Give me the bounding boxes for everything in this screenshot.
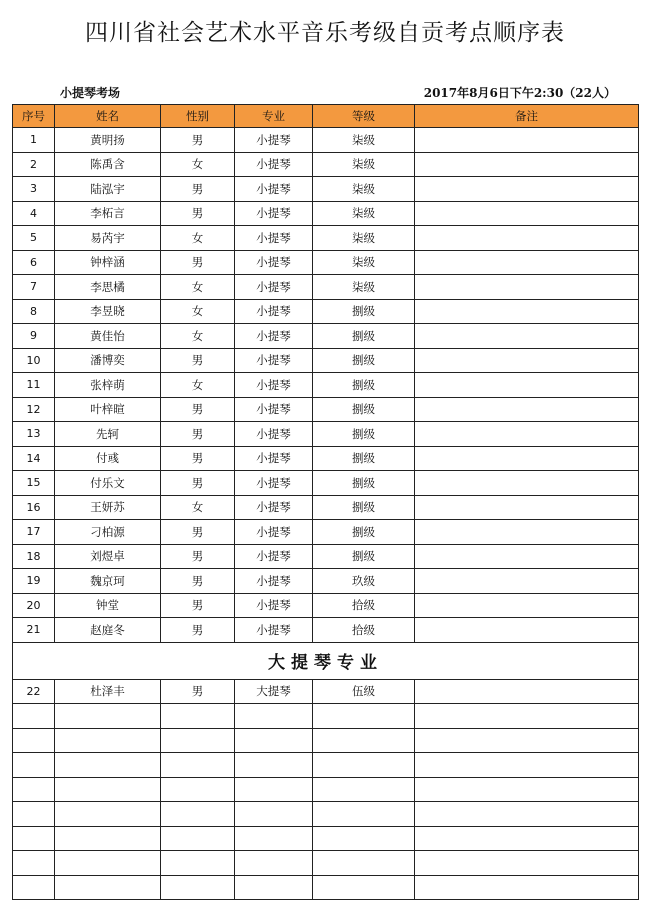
- cell-number: 2: [13, 152, 55, 177]
- empty-cell: [313, 875, 415, 900]
- table-row: [13, 250, 639, 275]
- table-row: [13, 569, 639, 594]
- cell-major: 小提琴: [235, 250, 313, 275]
- cell-gender: 女: [161, 495, 235, 520]
- cell-number: 19: [13, 569, 55, 594]
- cell-note: [415, 520, 639, 545]
- cell-note: [415, 299, 639, 324]
- empty-cell: [235, 851, 313, 876]
- table-row: [13, 544, 639, 569]
- cell-note: [415, 446, 639, 471]
- cell-number: 12: [13, 397, 55, 422]
- cell-number: 18: [13, 544, 55, 569]
- cell-major: 小提琴: [235, 299, 313, 324]
- empty-cell: [415, 851, 639, 876]
- cell-gender: 女: [161, 324, 235, 349]
- cell-number: 14: [13, 446, 55, 471]
- cell-note: [415, 348, 639, 373]
- cell-name: 付乐文: [55, 471, 161, 496]
- cell-name: 钟梓涵: [55, 250, 161, 275]
- empty-row: [13, 875, 639, 900]
- column-header-name: 姓名: [55, 105, 161, 128]
- table-row: [13, 201, 639, 226]
- cell-level: 柒级: [313, 250, 415, 275]
- cell-note: [415, 373, 639, 398]
- cell-gender: 男: [161, 422, 235, 447]
- cell-note: [415, 495, 639, 520]
- cell-note: [415, 679, 639, 704]
- empty-cell: [235, 728, 313, 753]
- cell-number: 5: [13, 226, 55, 251]
- empty-cell: [161, 753, 235, 778]
- empty-cell: [55, 851, 161, 876]
- cell-level: 捌级: [313, 324, 415, 349]
- cell-number: 22: [13, 679, 55, 704]
- empty-cell: [415, 802, 639, 827]
- empty-cell: [13, 875, 55, 900]
- column-header-major: 专业: [235, 105, 313, 128]
- cell-level: 捌级: [313, 471, 415, 496]
- cell-name: 易芮宇: [55, 226, 161, 251]
- cell-note: [415, 226, 639, 251]
- column-header-level: 等级: [313, 105, 415, 128]
- empty-cell: [55, 777, 161, 802]
- cell-number: 9: [13, 324, 55, 349]
- venue-label: 小提琴考场: [60, 86, 121, 100]
- cell-number: 6: [13, 250, 55, 275]
- table-row: [13, 177, 639, 202]
- empty-cell: [235, 753, 313, 778]
- cell-level: 拾级: [313, 618, 415, 643]
- cell-number: 15: [13, 471, 55, 496]
- empty-cell: [235, 826, 313, 851]
- cell-gender: 男: [161, 679, 235, 704]
- cell-level: 柒级: [313, 275, 415, 300]
- empty-cell: [55, 875, 161, 900]
- cell-level: 柒级: [313, 226, 415, 251]
- table-row: [13, 152, 639, 177]
- cell-major: 小提琴: [235, 348, 313, 373]
- cell-gender: 女: [161, 299, 235, 324]
- empty-cell: [415, 777, 639, 802]
- cell-gender: 女: [161, 275, 235, 300]
- cell-major: 小提琴: [235, 275, 313, 300]
- cell-gender: 男: [161, 544, 235, 569]
- cell-gender: 男: [161, 250, 235, 275]
- cell-gender: 女: [161, 373, 235, 398]
- empty-cell: [55, 728, 161, 753]
- cell-note: [415, 177, 639, 202]
- cell-note: [415, 152, 639, 177]
- cell-name: 李柘言: [55, 201, 161, 226]
- cell-number: 21: [13, 618, 55, 643]
- table-row: [13, 446, 639, 471]
- cell-name: 王妍苏: [55, 495, 161, 520]
- empty-cell: [55, 704, 161, 729]
- cell-note: [415, 593, 639, 618]
- cell-major: 小提琴: [235, 422, 313, 447]
- cell-gender: 男: [161, 618, 235, 643]
- cell-major: 小提琴: [235, 373, 313, 398]
- cell-note: [415, 544, 639, 569]
- cell-number: 4: [13, 201, 55, 226]
- empty-cell: [415, 753, 639, 778]
- empty-cell: [415, 728, 639, 753]
- cell-name: 付彧: [55, 446, 161, 471]
- cell-name: 赵庭冬: [55, 618, 161, 643]
- cell-major: 小提琴: [235, 618, 313, 643]
- cell-gender: 女: [161, 226, 235, 251]
- column-header-note: 备注: [415, 105, 639, 128]
- empty-cell: [55, 802, 161, 827]
- cell-major: 小提琴: [235, 495, 313, 520]
- empty-cell: [313, 728, 415, 753]
- cell-gender: 男: [161, 471, 235, 496]
- cell-note: [415, 324, 639, 349]
- cell-level: 玖级: [313, 569, 415, 594]
- cell-name: 钟堂: [55, 593, 161, 618]
- empty-row: [13, 728, 639, 753]
- cell-name: 潘博奕: [55, 348, 161, 373]
- empty-cell: [313, 753, 415, 778]
- cell-level: 捌级: [313, 299, 415, 324]
- cell-name: 张梓萌: [55, 373, 161, 398]
- cell-gender: 男: [161, 569, 235, 594]
- empty-cell: [161, 802, 235, 827]
- cell-major: 小提琴: [235, 446, 313, 471]
- cell-level: 捌级: [313, 397, 415, 422]
- cell-name: 黄明扬: [55, 128, 161, 153]
- empty-cell: [55, 753, 161, 778]
- cell-gender: 男: [161, 128, 235, 153]
- cell-number: 17: [13, 520, 55, 545]
- cell-gender: 男: [161, 520, 235, 545]
- cell-major: 小提琴: [235, 569, 313, 594]
- cell-gender: 男: [161, 348, 235, 373]
- cell-number: 1: [13, 128, 55, 153]
- table-row: [13, 471, 639, 496]
- cell-level: 捌级: [313, 373, 415, 398]
- cell-level: 捌级: [313, 422, 415, 447]
- empty-cell: [13, 728, 55, 753]
- cell-note: [415, 397, 639, 422]
- cell-gender: 男: [161, 177, 235, 202]
- empty-cell: [161, 704, 235, 729]
- empty-cell: [235, 704, 313, 729]
- cell-note: [415, 422, 639, 447]
- empty-row: [13, 802, 639, 827]
- cell-name: 杜泽丰: [55, 679, 161, 704]
- cell-number: 3: [13, 177, 55, 202]
- cell-gender: 男: [161, 446, 235, 471]
- cell-number: 10: [13, 348, 55, 373]
- cell-major: 小提琴: [235, 201, 313, 226]
- cell-name: 叶梓暄: [55, 397, 161, 422]
- empty-cell: [313, 851, 415, 876]
- cell-gender: 女: [161, 152, 235, 177]
- empty-cell: [161, 728, 235, 753]
- empty-cell: [313, 802, 415, 827]
- empty-cell: [13, 704, 55, 729]
- empty-cell: [13, 777, 55, 802]
- cell-name: 先轲: [55, 422, 161, 447]
- cell-level: 伍级: [313, 679, 415, 704]
- section-title: 大提琴专业: [13, 642, 639, 679]
- cell-level: 拾级: [313, 593, 415, 618]
- cell-level: 捌级: [313, 495, 415, 520]
- cell-note: [415, 569, 639, 594]
- cell-note: [415, 128, 639, 153]
- empty-cell: [235, 875, 313, 900]
- cell-name: 刁柏源: [55, 520, 161, 545]
- cell-number: 13: [13, 422, 55, 447]
- cell-level: 柒级: [313, 177, 415, 202]
- empty-cell: [13, 826, 55, 851]
- cell-major: 小提琴: [235, 520, 313, 545]
- exam-datetime: 2017年8月6日下午2:30（22人）: [423, 86, 616, 100]
- cell-note: [415, 275, 639, 300]
- empty-cell: [161, 875, 235, 900]
- empty-row: [13, 826, 639, 851]
- cell-major: 小提琴: [235, 324, 313, 349]
- cell-major: 小提琴: [235, 593, 313, 618]
- cell-major: 小提琴: [235, 152, 313, 177]
- cell-number: 7: [13, 275, 55, 300]
- cell-level: 捌级: [313, 544, 415, 569]
- cell-level: 捌级: [313, 520, 415, 545]
- cell-number: 16: [13, 495, 55, 520]
- cell-major: 大提琴: [235, 679, 313, 704]
- table-row: [13, 679, 639, 704]
- cell-level: 捌级: [313, 446, 415, 471]
- table-header-row: [13, 105, 639, 128]
- cell-major: 小提琴: [235, 544, 313, 569]
- empty-cell: [313, 826, 415, 851]
- cell-number: 20: [13, 593, 55, 618]
- empty-cell: [415, 826, 639, 851]
- empty-cell: [313, 777, 415, 802]
- cell-major: 小提琴: [235, 471, 313, 496]
- cell-major: 小提琴: [235, 177, 313, 202]
- column-header-number: 序号: [13, 105, 55, 128]
- empty-cell: [13, 851, 55, 876]
- empty-cell: [313, 704, 415, 729]
- table-row: [13, 299, 639, 324]
- cell-major: 小提琴: [235, 226, 313, 251]
- section-row: [13, 642, 639, 679]
- table-row: [13, 128, 639, 153]
- empty-cell: [13, 802, 55, 827]
- cell-gender: 男: [161, 397, 235, 422]
- cell-number: 8: [13, 299, 55, 324]
- table-row: [13, 520, 639, 545]
- cell-gender: 男: [161, 201, 235, 226]
- cell-name: 陆泓宇: [55, 177, 161, 202]
- cell-note: [415, 250, 639, 275]
- table-row: [13, 324, 639, 349]
- empty-row: [13, 851, 639, 876]
- table-row: [13, 495, 639, 520]
- table-row: [13, 275, 639, 300]
- page-title: 四川省社会艺术水平音乐考级自贡考点顺序表: [85, 20, 565, 46]
- cell-level: 柒级: [313, 128, 415, 153]
- empty-cell: [55, 826, 161, 851]
- empty-row: [13, 753, 639, 778]
- cell-major: 小提琴: [235, 397, 313, 422]
- cell-level: 捌级: [313, 348, 415, 373]
- empty-cell: [161, 851, 235, 876]
- table-row: [13, 397, 639, 422]
- column-header-gender: 性别: [161, 105, 235, 128]
- cell-major: 小提琴: [235, 128, 313, 153]
- schedule-table: [12, 104, 639, 900]
- cell-note: [415, 618, 639, 643]
- empty-cell: [235, 777, 313, 802]
- empty-cell: [161, 777, 235, 802]
- empty-cell: [235, 802, 313, 827]
- cell-note: [415, 201, 639, 226]
- cell-note: [415, 471, 639, 496]
- table-row: [13, 373, 639, 398]
- empty-cell: [415, 875, 639, 900]
- cell-name: 黄佳怡: [55, 324, 161, 349]
- cell-name: 陈禹含: [55, 152, 161, 177]
- cell-name: 李昱晓: [55, 299, 161, 324]
- cell-name: 刘煜卓: [55, 544, 161, 569]
- table-row: [13, 348, 639, 373]
- table-row: [13, 618, 639, 643]
- empty-cell: [13, 753, 55, 778]
- table-row: [13, 422, 639, 447]
- cell-level: 柒级: [313, 152, 415, 177]
- table-row: [13, 226, 639, 251]
- empty-cell: [161, 826, 235, 851]
- empty-row: [13, 704, 639, 729]
- cell-name: 李思橘: [55, 275, 161, 300]
- cell-name: 魏京珂: [55, 569, 161, 594]
- cell-level: 柒级: [313, 201, 415, 226]
- cell-gender: 男: [161, 593, 235, 618]
- table-row: [13, 593, 639, 618]
- cell-number: 11: [13, 373, 55, 398]
- empty-row: [13, 777, 639, 802]
- empty-cell: [415, 704, 639, 729]
